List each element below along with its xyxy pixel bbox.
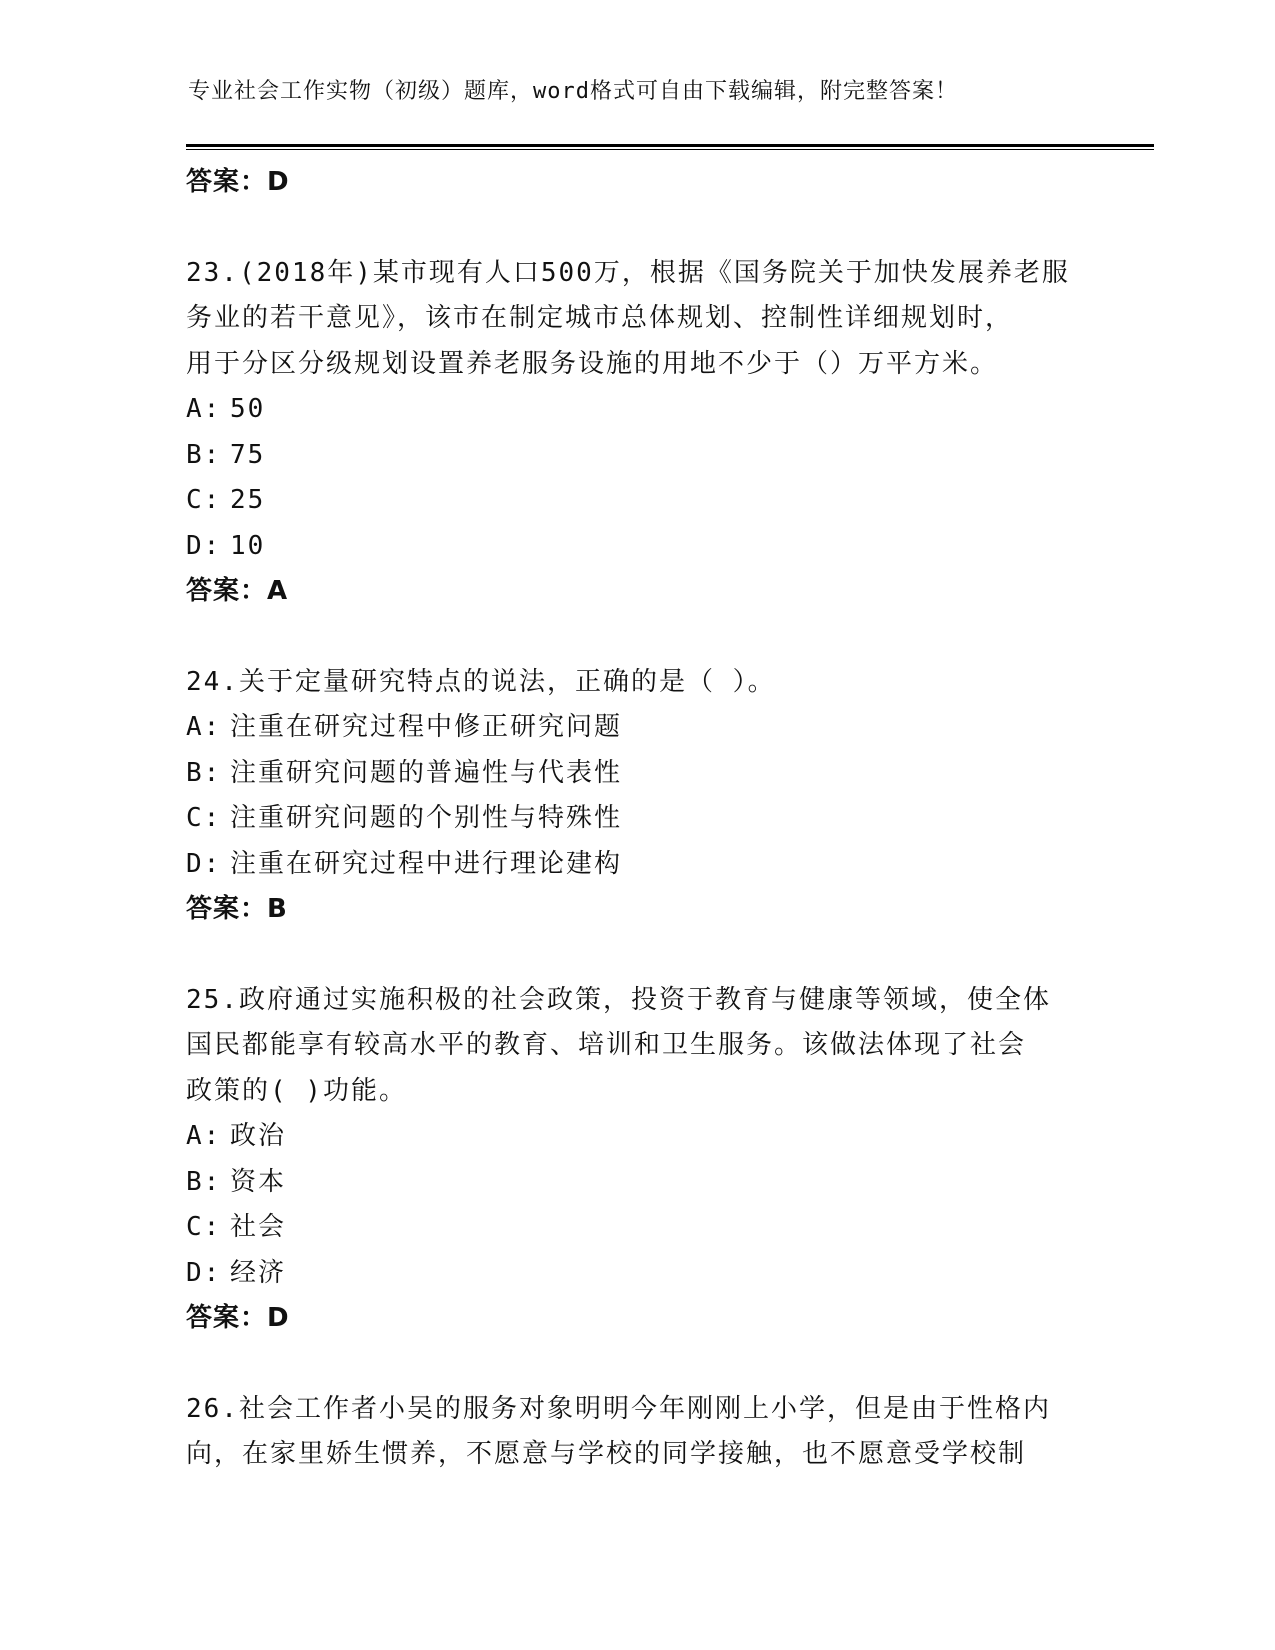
option-key: B: <box>186 757 222 788</box>
question-stem-line: 用于分区分级规划设置养老服务设施的用地不少于（）万平方米。 <box>186 348 999 379</box>
option-text: 注重在研究过程中修正研究问题 <box>230 712 623 742</box>
option-key: A: <box>186 1121 222 1151</box>
answer-line: 答案：A <box>186 576 289 606</box>
option-key: A: <box>186 712 222 742</box>
option-text: 政治 <box>230 1121 287 1151</box>
question-stem-line: 国民都能享有较高水平的教育、培训和卫生服务。该做法体现了社会 <box>186 1030 1027 1060</box>
answer-line: 答案：B <box>186 894 288 924</box>
previous-answer: 答案：D <box>186 167 290 197</box>
option-a <box>186 705 1086 751</box>
option-text: 注重研究问题的个别性与特殊性 <box>230 803 623 833</box>
option-text: 注重在研究过程中进行理论建构 <box>230 848 623 879</box>
option-key: C: <box>186 803 222 833</box>
option-key: D: <box>186 1257 222 1288</box>
option-c <box>186 478 1086 524</box>
option-key: B: <box>186 1166 222 1197</box>
option-key: D: <box>186 848 222 879</box>
question-stem-line: 23.(2018年)某市现有人口500万，根据《国务院关于加快发展养老服 <box>186 257 1070 288</box>
spacer <box>186 206 1086 251</box>
option-text: 50 <box>230 394 266 424</box>
option-key: A: <box>186 394 222 424</box>
question-stem-line: 务业的若干意见》，该市在制定城市总体规划、控制性详细规划时， <box>186 303 1014 333</box>
option-a <box>186 1114 1086 1160</box>
option-text: 经济 <box>230 1257 287 1288</box>
question-23 <box>186 251 1086 615</box>
page-header: 专业社会工作实物（初级）题库，word格式可自由下载编辑，附完整答案！ <box>188 79 958 104</box>
option-d <box>186 1251 1086 1297</box>
question-stem-line: 向，在家里娇生惯养，不愿意与学校的同学接触，也不愿意受学校制 <box>186 1439 1027 1469</box>
option-c <box>186 796 1086 842</box>
option-text: 25 <box>230 485 266 515</box>
spacer <box>186 933 1086 978</box>
option-key: C: <box>186 485 222 515</box>
option-key: B: <box>186 439 222 470</box>
spacer <box>186 615 1086 660</box>
option-key: C: <box>186 1212 222 1242</box>
option-text: 10 <box>230 530 266 561</box>
option-c <box>186 1205 1086 1251</box>
spacer <box>186 1342 1086 1387</box>
question-25 <box>186 978 1086 1342</box>
option-key: D: <box>186 530 222 561</box>
option-b <box>186 433 1086 479</box>
option-b <box>186 751 1086 797</box>
question-stem-line: 政策的( )功能。 <box>186 1075 407 1106</box>
answer-line: 答案：D <box>186 1303 290 1333</box>
header-rule <box>186 144 1154 150</box>
option-d <box>186 842 1086 888</box>
question-stem-line: 25.政府通过实施积极的社会政策，投资于教育与健康等领域，使全体 <box>186 984 1051 1015</box>
question-stem-line: 26.社会工作者小吴的服务对象明明今年刚刚上小学，但是由于性格内 <box>186 1393 1051 1424</box>
option-b <box>186 1160 1086 1206</box>
question-stem-line: 24.关于定量研究特点的说法，正确的是（ ）。 <box>186 666 776 697</box>
option-d <box>186 524 1086 570</box>
option-a <box>186 387 1086 433</box>
question-26 <box>186 1387 1086 1478</box>
question-list <box>186 160 1086 1478</box>
option-text: 75 <box>230 439 266 470</box>
option-text: 社会 <box>230 1212 287 1242</box>
option-text: 注重研究问题的普遍性与代表性 <box>230 757 623 788</box>
option-text: 资本 <box>230 1166 287 1197</box>
question-24 <box>186 660 1086 933</box>
